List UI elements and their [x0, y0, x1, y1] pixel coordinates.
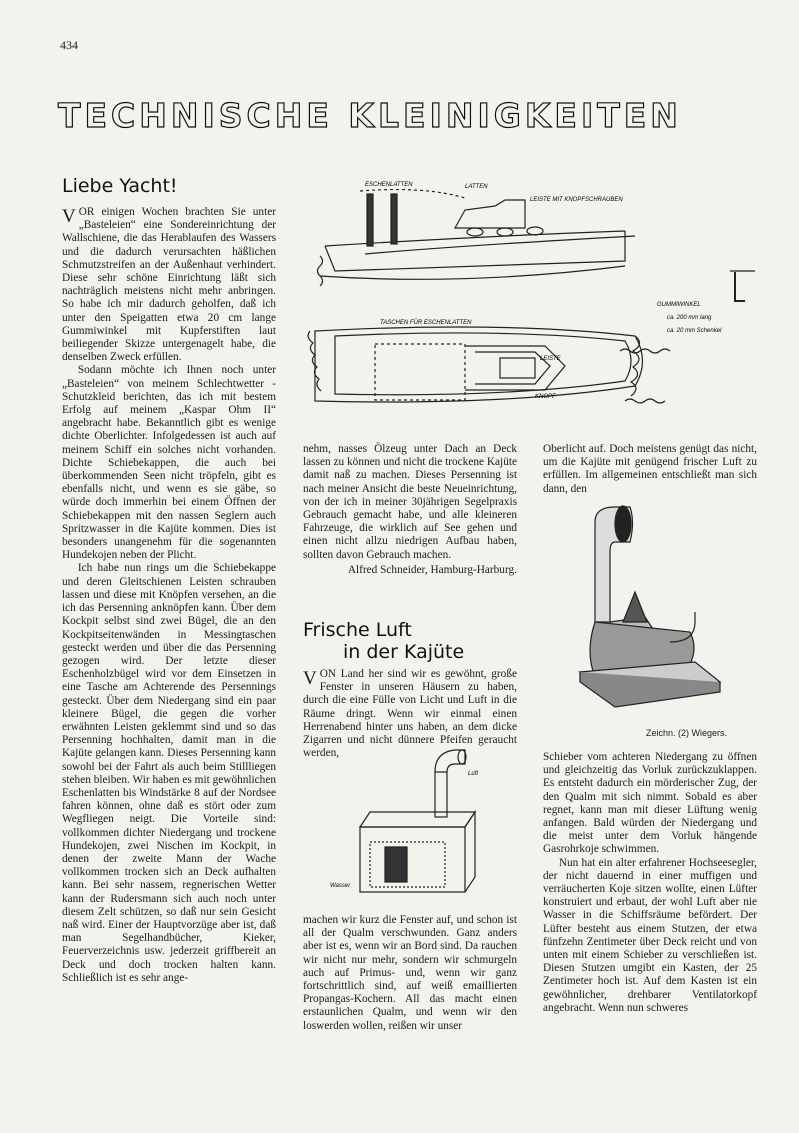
article2-paragraph-2: machen wir kurz die Fenster auf, und schon ist all der Qualm verschwunden. Ganz anders aber ist es, wenn wir an Bord sind. Da rauchen wir nicht nur mehr, sondern wir schmurgeln auch auf Primus- und, wenn wir ganz fortschrittlich sind, auf weiß emaillierten Propangas-Kochern. All das macht einen erstaunlichen Qualm, und wenn wir den loswerden wollen, reißen wir unser: [303, 914, 517, 1032]
article-heading-liebe-yacht: Liebe Yacht!: [62, 175, 178, 197]
label-luft: Luft: [468, 771, 479, 777]
ventilator-drawing: [575, 502, 725, 724]
figure-caption: Zeichn. (2) Wiegers.: [646, 728, 728, 738]
label-gummi-length: ca. 200 mm lang: [667, 315, 712, 321]
article2-paragraph-5: Nun hat ein alter erfahrener Hochseesegler, der nicht dauernd in einer muffigen und verräucherten Koje sitzen wollte, einen Lüfter konstruiert und erbaut, der wohl Luft aber nie Wasser in die Schiffsräume befördert. Der Lüfter besteht aus einem Stutzen, der etwa fünfzehn Zentimeter über Deck reicht und von unten mit einem Schieber zu verschließen ist. Diesen Stutzen umgibt ein Kasten, der 25 Zentimeter hoch ist. Auf dem Kasten ist ein gewöhnlicher, drehbarer Ventilatorkopf angebracht. Wenn nun schweres: [543, 856, 757, 1014]
article1-column-1: [62, 206, 276, 985]
page-title: TECHNISCHE KLEINIGKEITEN: [58, 96, 682, 135]
persenning-outline: [375, 344, 465, 400]
label-wasser: Wasser: [330, 883, 351, 889]
label-eschenlatten: ESCHENLATTEN: [365, 182, 413, 188]
article2-paragraph-4: Schieber vom achteren Niedergang zu öffnen und gleichzeitig das Vorluk zurückzuklappen. Es entsteht dadurch ein mörderischer Zug, der den Qualm mit sich nimmt. Sobald es aber regnet, kann man mit dieser Lüftung wenig anfangen. Bald würden der Niedergang und die meist unter dem Vorluk hängende Gasrohrkoje schwimmen.: [543, 751, 757, 856]
dropcap: V: [62, 206, 76, 227]
page-number: 434: [60, 38, 78, 52]
latte-post-2: [391, 194, 397, 244]
label-leiste: LEISTE: [540, 356, 561, 362]
article1-continuation: nehm, nasses Ölzeug unter Dach an Deck lassen zu können und nicht die trockene Kajüte damit naß zu machen. Dieses Persenning ist nach meiner Ansicht die beste Neueinrichtung, von der ich in meiner 30jährigen Segelpraxis Gebrauch gemacht habe, und alle kleineren Fahrzeuge, die wirklich auf See gehen und einen nicht allzu niedrigen Aufbau haben, sollten davon Gebrauch machen.: [303, 443, 517, 561]
label-gummiwinkel: GUMMIWINKEL: [657, 302, 701, 308]
article1-paragraph-1: VOR einigen Wochen brachten Sie unter „Basteleien“ eine Sondereinrichtung der Wallschiene, die das Herablaufen des Wassers und die dadurch verursachten häßlichen Schmutzstreifen an der Außenhaut verhindert. Diese sehr schöne Einrichtung läßt sich nachträglich meistens nicht mehr anbringen. So habe ich mir dadurch geholfen, daß ich unter den Speigatten etwa 20 cm lange Gummiwinkel mit Kupferstiften laut beiliegender Skizze untergenagelt habe, die denselben Zweck erfüllen.: [62, 206, 276, 364]
yacht-sketch-figure: [305, 176, 775, 436]
label-leiste-knopfschrauben: LEISTE MIT KNOPFSCHRAUBEN: [530, 197, 623, 203]
article1-paragraph-2: Sodann möchte ich Ihnen noch unter „Basteleien“ von meinem Schlechtwetter - Schutzkleid berichten, das ich mit bestem Erfolg auf meinem „Kaspar Ohm II“ angebracht habe. Bekanntlich gibt es wenige dichte Oberlichter. Infolgedessen ist auch auf meinem Schiff ein solches nicht vorhanden. Dichte Schiebekappen, die auch bei überkommenden Seen nicht tröpfeln, gibt es ebenfalls nicht, und wenn es sie gäbe, so würde doch immerhin bei einem Öffnen der Schiebekappen mit den nassen Seglern auch Spritzwasser in die Kajüte kommen. Dies ist besonders unangenehm für die sogenannten Hundekojen neben der Plicht.: [62, 364, 276, 562]
article2-column-3-top: [543, 443, 757, 496]
article2-paragraph-1: VON Land her sind wir es gewöhnt, große Fenster in unseren Häusern zu haben, durch die eine Fülle von Licht und Luft in die Räume dringt. Wenn wir einmal einen Herrenabend hinter uns haben, an dem dicke Zigarren und nicht dünnere Pfeifen geraucht werden,: [303, 668, 517, 760]
label-latten: LATTEN: [465, 184, 488, 190]
label-taschen: TASCHEN FÜR ESCHENLATTEN: [380, 320, 472, 326]
latte-post-1: [367, 194, 373, 246]
dropcap: V: [303, 668, 317, 689]
author-signature: Alfred Schneider, Hamburg-Harburg.: [347, 563, 517, 576]
label-gummi-schenkel: ca. 20 mm Schenkel: [667, 328, 722, 334]
cabin-roof: [455, 200, 525, 228]
article-heading-frische-luft: Frische Luft in der Kajüte: [303, 619, 465, 663]
ventilator-box-sketch: [325, 742, 495, 902]
article2-column-3-bottom: [543, 751, 757, 1015]
article2-paragraph-3: Oberlicht auf. Doch meistens genügt das nicht, um die Kajüte mit genügend frischer Luft zu erfüllen. Im allgemeinen entschließt man sich dann, den: [543, 443, 757, 495]
article1-paragraph-3: Ich habe nun rings um die Schiebekappe und deren Gleitschienen Leisten schrauben lassen und diese mit Knöpfen versehen, an die ich das Persenning anknöpfen kann. Über dem Kockpit selbst sind zwei Bügel, die an den Kockpitseitenwänden in Messingtaschen gesteckt werden und über die das Persenning gezogen wird. Der letzte dieser Eschenholzbügel wird vor dem Einsetzen in eine Tasche am Achterende des Persennings gesteckt. Über dem Niedergang sind ein paar kleinere Bügel, die gegen die vorher erwähnten Leisten geklemmt sind und so das Persenning hochhalten, damit man in die Kajüte gelangen kann. Dieses Persenning kann sowohl bei der Fahrt als auch beim Stillliegen stehen bleiben. Wir haben es mit gewöhnlichen Eschenlatten bis Windstärke 8 auf der Nordsee fahren können, ohne daß es stört oder zum Wegfliegen neigt. Die Vorteile sind: vollkommen dichter Niedergang und trockene Hundekojen, zwei Nischen im Kockpit, in denen der zweite Mann der Wache vollkommen trocken sich an Deck aufhalten kann. Bei sehr nassem, regnerischen Wetter kann der Rudersmann sich auch noch unter diesem Zelt schützen, so daß nur sein Gesicht naß wird. Einer der Hauptvorzüge aber ist, daß man Segelhandbücher, Kieker, Feuerverzeichnis usw. jederzeit griffbereit an Deck und doch trocken halten kann. Schließlich ist es sehr ange-: [62, 562, 276, 984]
article1-column-2: [303, 443, 517, 577]
article2-column-2-bottom: [303, 914, 517, 1033]
label-knopf: KNOPF: [535, 394, 556, 400]
